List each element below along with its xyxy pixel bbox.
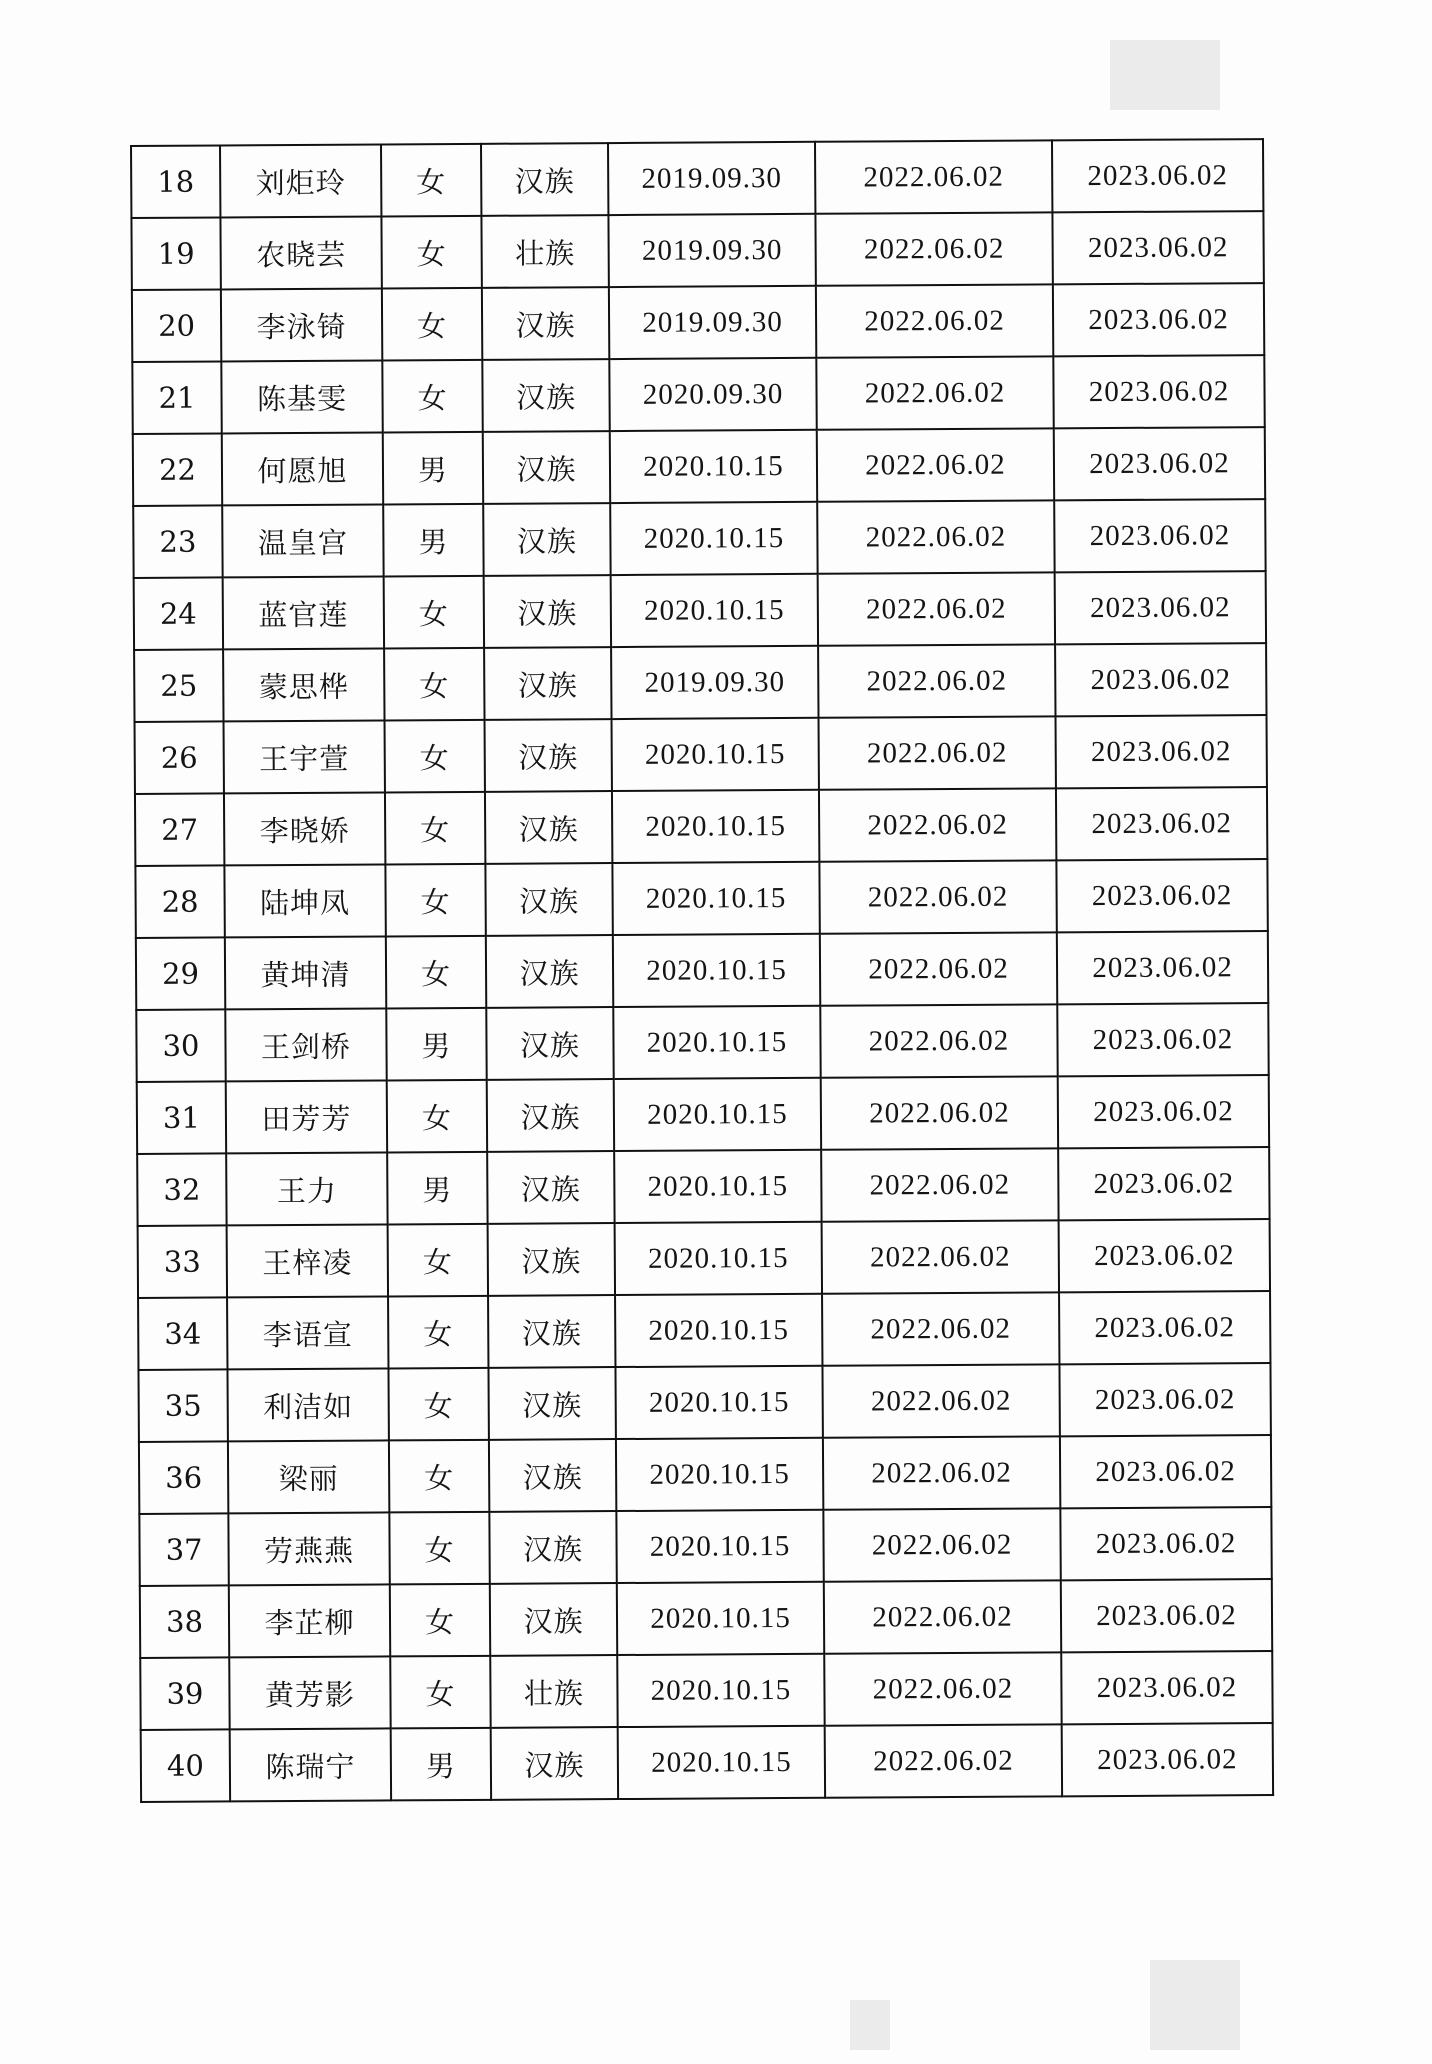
cell-name: 劳燕燕 — [228, 1512, 389, 1585]
cell-name: 王剑桥 — [225, 1008, 386, 1081]
cell-name: 梁丽 — [228, 1440, 389, 1513]
cell-number: 40 — [141, 1729, 230, 1802]
cell-gender: 女 — [388, 1224, 488, 1297]
cell-date-3: 2023.06.02 — [1058, 1075, 1269, 1148]
cell-date-1: 2019.09.30 — [608, 142, 815, 215]
table-row — [134, 571, 1266, 650]
cell-date-2: 2022.06.02 — [816, 284, 1053, 357]
cell-ethnicity: 汉族 — [489, 1439, 616, 1512]
cell-date-3: 2023.06.02 — [1054, 427, 1265, 500]
cell-date-3: 2023.06.02 — [1052, 139, 1263, 212]
cell-date-1: 2020.10.15 — [612, 718, 819, 791]
scan-artifact-top-right — [1110, 40, 1220, 110]
cell-ethnicity: 汉族 — [491, 1727, 618, 1800]
cell-number: 19 — [131, 217, 220, 290]
cell-date-1: 2020.10.15 — [610, 430, 817, 503]
table-row — [136, 1003, 1268, 1082]
cell-ethnicity: 汉族 — [482, 287, 609, 360]
cell-ethnicity: 汉族 — [489, 1511, 616, 1584]
cell-gender: 女 — [390, 1584, 490, 1657]
cell-date-3: 2023.06.02 — [1053, 355, 1264, 428]
cell-name: 何愿旭 — [222, 432, 383, 505]
cell-gender: 男 — [391, 1728, 491, 1801]
cell-number: 21 — [132, 361, 221, 434]
cell-date-2: 2022.06.02 — [824, 1652, 1061, 1725]
cell-gender: 女 — [388, 1296, 488, 1369]
cell-date-1: 2020.10.15 — [616, 1438, 823, 1511]
cell-gender: 男 — [387, 1152, 487, 1225]
cell-date-2: 2022.06.02 — [816, 356, 1053, 429]
cell-date-2: 2022.06.02 — [822, 1364, 1059, 1437]
cell-date-2: 2022.06.02 — [824, 1580, 1061, 1653]
roster-table-container — [130, 138, 1272, 1803]
table-row — [135, 859, 1267, 938]
cell-name: 李晓娇 — [224, 792, 385, 865]
cell-name: 李泳锜 — [221, 288, 382, 361]
table-row — [133, 499, 1265, 578]
cell-gender: 男 — [383, 432, 483, 505]
cell-date-1: 2020.10.15 — [612, 790, 819, 863]
cell-gender: 女 — [381, 216, 481, 289]
cell-date-2: 2022.06.02 — [818, 644, 1055, 717]
cell-ethnicity: 汉族 — [487, 1151, 614, 1224]
cell-number: 27 — [135, 793, 224, 866]
cell-name: 蓝官莲 — [223, 576, 384, 649]
table-row — [137, 1147, 1269, 1226]
cell-gender: 女 — [381, 144, 481, 217]
table-row — [139, 1507, 1271, 1586]
cell-date-3: 2023.06.02 — [1059, 1363, 1270, 1436]
roster-table-body — [131, 139, 1273, 1802]
cell-ethnicity: 汉族 — [486, 935, 613, 1008]
cell-gender: 女 — [385, 792, 485, 865]
cell-date-1: 2020.10.15 — [615, 1294, 822, 1367]
cell-number: 25 — [134, 649, 223, 722]
cell-gender: 女 — [386, 936, 486, 1009]
table-row — [134, 643, 1266, 722]
cell-date-2: 2022.06.02 — [820, 932, 1057, 1005]
cell-date-3: 2023.06.02 — [1059, 1219, 1270, 1292]
table-row — [133, 427, 1265, 506]
cell-date-3: 2023.06.02 — [1057, 1003, 1268, 1076]
cell-number: 18 — [131, 145, 220, 218]
cell-date-1: 2020.10.15 — [613, 1006, 820, 1079]
cell-date-3: 2023.06.02 — [1059, 1291, 1270, 1364]
cell-number: 33 — [138, 1225, 227, 1298]
cell-name: 陈瑞宁 — [230, 1728, 391, 1801]
scan-artifact-bottom-right — [1150, 1960, 1240, 2050]
cell-number: 38 — [140, 1585, 229, 1658]
cell-date-3: 2023.06.02 — [1055, 571, 1266, 644]
cell-number: 39 — [140, 1657, 229, 1730]
cell-date-3: 2023.06.02 — [1060, 1507, 1271, 1580]
cell-number: 32 — [137, 1153, 226, 1226]
table-row — [137, 1075, 1269, 1154]
cell-date-2: 2022.06.02 — [822, 1292, 1059, 1365]
cell-gender: 女 — [382, 360, 482, 433]
cell-gender: 女 — [388, 1368, 488, 1441]
cell-date-3: 2023.06.02 — [1052, 211, 1263, 284]
cell-date-3: 2023.06.02 — [1057, 931, 1268, 1004]
cell-gender: 女 — [385, 864, 485, 937]
cell-gender: 女 — [387, 1080, 487, 1153]
cell-date-3: 2023.06.02 — [1062, 1723, 1273, 1796]
cell-name: 温皇宫 — [222, 504, 383, 577]
cell-number: 30 — [136, 1009, 225, 1082]
cell-name: 黄坤清 — [225, 936, 386, 1009]
cell-date-1: 2020.10.15 — [612, 862, 819, 935]
table-row — [135, 787, 1267, 866]
cell-date-3: 2023.06.02 — [1056, 715, 1267, 788]
table-row — [141, 1723, 1273, 1802]
cell-date-1: 2020.10.15 — [616, 1510, 823, 1583]
cell-number: 24 — [134, 577, 223, 650]
cell-name: 王力 — [226, 1152, 387, 1225]
cell-date-2: 2022.06.02 — [823, 1508, 1060, 1581]
cell-date-1: 2019.09.30 — [611, 646, 818, 719]
cell-gender: 女 — [389, 1440, 489, 1513]
cell-date-2: 2022.06.02 — [817, 500, 1054, 573]
cell-ethnicity: 汉族 — [485, 791, 612, 864]
cell-date-1: 2020.09.30 — [609, 358, 816, 431]
cell-ethnicity: 汉族 — [486, 1007, 613, 1080]
cell-name: 农晓芸 — [220, 216, 381, 289]
cell-gender: 女 — [390, 1656, 490, 1729]
cell-date-2: 2022.06.02 — [819, 788, 1056, 861]
cell-ethnicity: 汉族 — [488, 1367, 615, 1440]
cell-date-1: 2020.10.15 — [614, 1150, 821, 1223]
cell-date-1: 2020.10.15 — [611, 574, 818, 647]
cell-date-1: 2020.10.15 — [614, 1078, 821, 1151]
cell-name: 田芳芳 — [226, 1080, 387, 1153]
table-row — [136, 931, 1268, 1010]
table-row — [140, 1579, 1272, 1658]
cell-gender: 女 — [389, 1512, 489, 1585]
cell-date-3: 2023.06.02 — [1056, 859, 1267, 932]
cell-name: 陈基雯 — [221, 360, 382, 433]
cell-date-2: 2022.06.02 — [825, 1724, 1062, 1797]
cell-number: 29 — [136, 937, 225, 1010]
table-row — [131, 211, 1263, 290]
cell-date-2: 2022.06.02 — [815, 212, 1052, 285]
cell-number: 26 — [135, 721, 224, 794]
cell-gender: 女 — [384, 648, 484, 721]
table-row — [138, 1219, 1270, 1298]
cell-number: 34 — [138, 1297, 227, 1370]
cell-ethnicity: 汉族 — [483, 503, 610, 576]
cell-name: 蒙思桦 — [223, 648, 384, 721]
cell-date-2: 2022.06.02 — [818, 572, 1055, 645]
cell-name: 王宇萱 — [224, 720, 385, 793]
cell-ethnicity: 汉族 — [482, 359, 609, 432]
cell-number: 20 — [132, 289, 221, 362]
roster-table — [130, 138, 1274, 1803]
cell-name: 利洁如 — [227, 1368, 388, 1441]
cell-date-2: 2022.06.02 — [815, 140, 1052, 213]
cell-name: 李芷柳 — [229, 1584, 390, 1657]
cell-gender: 女 — [382, 288, 482, 361]
cell-ethnicity: 汉族 — [484, 575, 611, 648]
cell-ethnicity: 汉族 — [485, 863, 612, 936]
table-row — [131, 139, 1263, 218]
cell-number: 37 — [139, 1513, 228, 1586]
cell-date-2: 2022.06.02 — [822, 1220, 1059, 1293]
cell-date-2: 2022.06.02 — [819, 860, 1056, 933]
table-row — [139, 1435, 1271, 1514]
cell-date-3: 2023.06.02 — [1053, 283, 1264, 356]
cell-ethnicity: 汉族 — [490, 1583, 617, 1656]
cell-date-1: 2020.10.15 — [618, 1726, 825, 1799]
cell-number: 31 — [137, 1081, 226, 1154]
cell-date-1: 2020.10.15 — [615, 1366, 822, 1439]
cell-ethnicity: 汉族 — [481, 143, 608, 216]
table-row — [132, 283, 1264, 362]
scan-artifact-bottom-center — [850, 2000, 890, 2050]
cell-gender: 女 — [384, 576, 484, 649]
cell-number: 28 — [135, 865, 224, 938]
cell-gender: 女 — [385, 720, 485, 793]
cell-ethnicity: 壮族 — [481, 215, 608, 288]
cell-name: 王梓凌 — [227, 1224, 388, 1297]
cell-date-1: 2019.09.30 — [609, 286, 816, 359]
cell-date-3: 2023.06.02 — [1061, 1579, 1272, 1652]
cell-date-1: 2020.10.15 — [615, 1222, 822, 1295]
cell-number: 36 — [139, 1441, 228, 1514]
cell-date-2: 2022.06.02 — [817, 428, 1054, 501]
cell-date-3: 2023.06.02 — [1056, 787, 1267, 860]
cell-ethnicity: 汉族 — [485, 719, 612, 792]
cell-date-1: 2020.10.15 — [617, 1654, 824, 1727]
cell-date-3: 2023.06.02 — [1060, 1435, 1271, 1508]
table-row — [135, 715, 1267, 794]
cell-date-3: 2023.06.02 — [1061, 1651, 1272, 1724]
table-row — [132, 355, 1264, 434]
cell-ethnicity: 汉族 — [484, 647, 611, 720]
cell-date-2: 2022.06.02 — [820, 1004, 1057, 1077]
cell-name: 黄芳影 — [229, 1656, 390, 1729]
cell-gender: 男 — [383, 504, 483, 577]
cell-date-3: 2023.06.02 — [1055, 643, 1266, 716]
cell-ethnicity: 汉族 — [488, 1223, 615, 1296]
cell-date-2: 2022.06.02 — [821, 1076, 1058, 1149]
cell-number: 22 — [133, 433, 222, 506]
cell-name: 刘炬玲 — [220, 144, 381, 217]
cell-number: 35 — [138, 1369, 227, 1442]
cell-date-1: 2020.10.15 — [610, 502, 817, 575]
table-row — [138, 1291, 1270, 1370]
cell-date-3: 2023.06.02 — [1058, 1147, 1269, 1220]
cell-ethnicity: 汉族 — [488, 1295, 615, 1368]
table-row — [138, 1363, 1270, 1442]
cell-date-2: 2022.06.02 — [821, 1148, 1058, 1221]
cell-date-1: 2019.09.30 — [608, 214, 815, 287]
cell-date-1: 2020.10.15 — [617, 1582, 824, 1655]
table-row — [140, 1651, 1272, 1730]
cell-ethnicity: 汉族 — [487, 1079, 614, 1152]
cell-ethnicity: 壮族 — [490, 1655, 617, 1728]
cell-name: 陆坤凤 — [224, 864, 385, 937]
cell-date-2: 2022.06.02 — [823, 1436, 1060, 1509]
cell-ethnicity: 汉族 — [483, 431, 610, 504]
cell-gender: 男 — [386, 1008, 486, 1081]
cell-date-2: 2022.06.02 — [819, 716, 1056, 789]
cell-date-1: 2020.10.15 — [613, 934, 820, 1007]
cell-name: 李语宣 — [227, 1296, 388, 1369]
cell-number: 23 — [133, 505, 222, 578]
cell-date-3: 2023.06.02 — [1054, 499, 1265, 572]
